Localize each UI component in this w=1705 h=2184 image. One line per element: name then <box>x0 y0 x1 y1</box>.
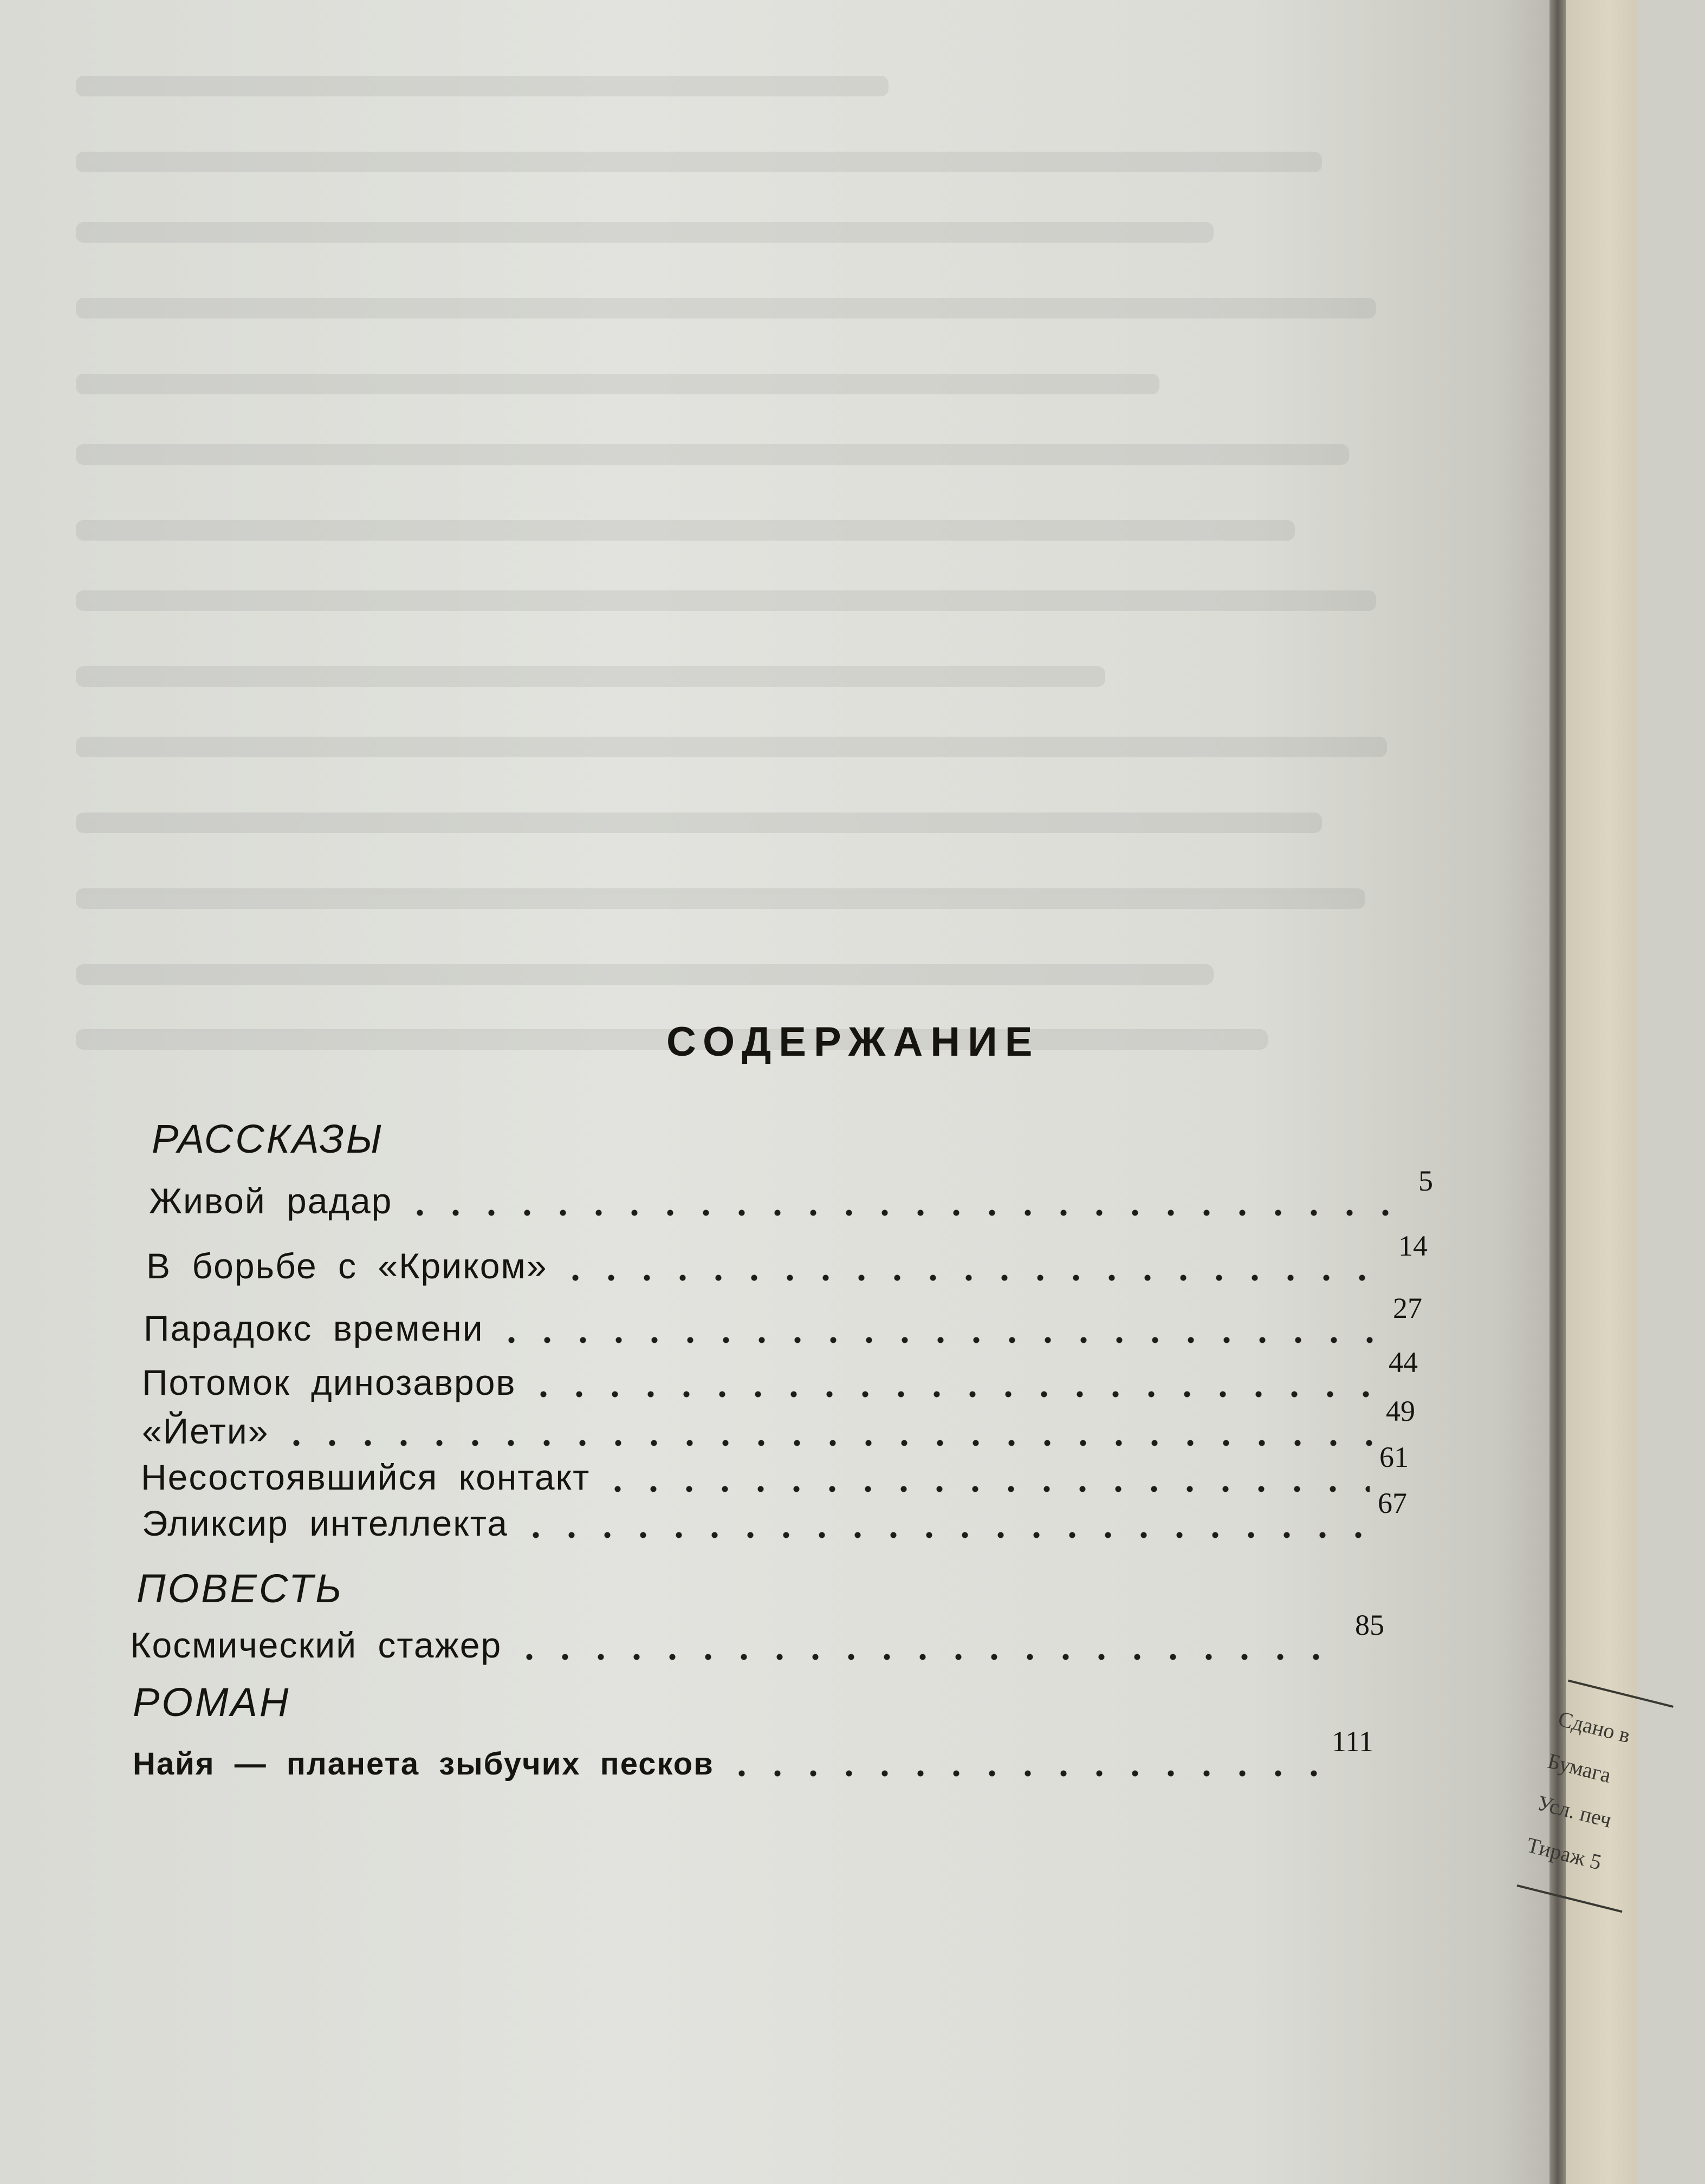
page-number: 111 <box>1332 1725 1373 1758</box>
entry-title: Потомок динозавров <box>142 1362 516 1402</box>
toc-entry <box>130 1609 1384 1666</box>
page-number: 14 <box>1398 1230 1428 1262</box>
entry-title: Живой радар <box>149 1181 393 1221</box>
toc-entry <box>142 1487 1407 1544</box>
toc-entry <box>146 1230 1428 1286</box>
dot-leader <box>494 1337 1383 1343</box>
toc-entry <box>142 1395 1415 1452</box>
dot-leader <box>724 1770 1322 1777</box>
imprint-line: Усл. печ <box>1534 1790 1615 1832</box>
entry-title: Космический стажер <box>130 1625 502 1665</box>
dot-leader <box>402 1210 1409 1216</box>
dot-leader <box>511 1654 1345 1660</box>
toc-entry <box>142 1346 1418 1403</box>
page-number: 61 <box>1379 1441 1409 1473</box>
entry-title: Найя — планета зыбучих песков <box>133 1746 714 1782</box>
toc-entry <box>141 1441 1409 1498</box>
entry-title: «Йети» <box>142 1411 269 1451</box>
dot-leader <box>526 1391 1379 1398</box>
contents-heading: СОДЕРЖАНИЕ <box>666 1019 1040 1065</box>
toc-entry <box>149 1165 1433 1221</box>
section-title-novella: ПОВЕСТЬ <box>137 1566 344 1611</box>
page-number: 44 <box>1389 1346 1418 1379</box>
page-number: 67 <box>1378 1487 1407 1519</box>
imprint-line: Бумага <box>1545 1748 1614 1788</box>
entry-title: Парадокс времени <box>144 1308 484 1348</box>
entry-title: В борьбе с «Криком» <box>146 1246 548 1286</box>
section-title-stories: РАССКАЗЫ <box>152 1116 384 1161</box>
section-title-novel: РОМАН <box>133 1680 291 1725</box>
toc-entry <box>133 1725 1373 1782</box>
page-number: 85 <box>1355 1609 1384 1641</box>
dot-leader <box>278 1440 1376 1446</box>
dot-leader <box>518 1532 1368 1538</box>
imprint-line: Тираж 5 <box>1524 1832 1604 1875</box>
dot-leader <box>557 1275 1389 1281</box>
page-number: 5 <box>1418 1165 1433 1197</box>
adjacent-page-edge <box>1524 0 1638 2184</box>
dot-leader <box>600 1486 1370 1492</box>
imprint-line: Сдано в <box>1555 1706 1633 1748</box>
imprint-rule-bottom <box>1517 1884 1623 1913</box>
entry-title: Эликсир интеллекта <box>142 1503 509 1543</box>
page-number: 49 <box>1386 1395 1415 1427</box>
page-number: 27 <box>1393 1292 1422 1324</box>
toc-entry <box>144 1292 1422 1349</box>
imprint-rule-top <box>1568 1680 1674 1708</box>
entry-title: Несостоявшийся контакт <box>141 1457 591 1497</box>
